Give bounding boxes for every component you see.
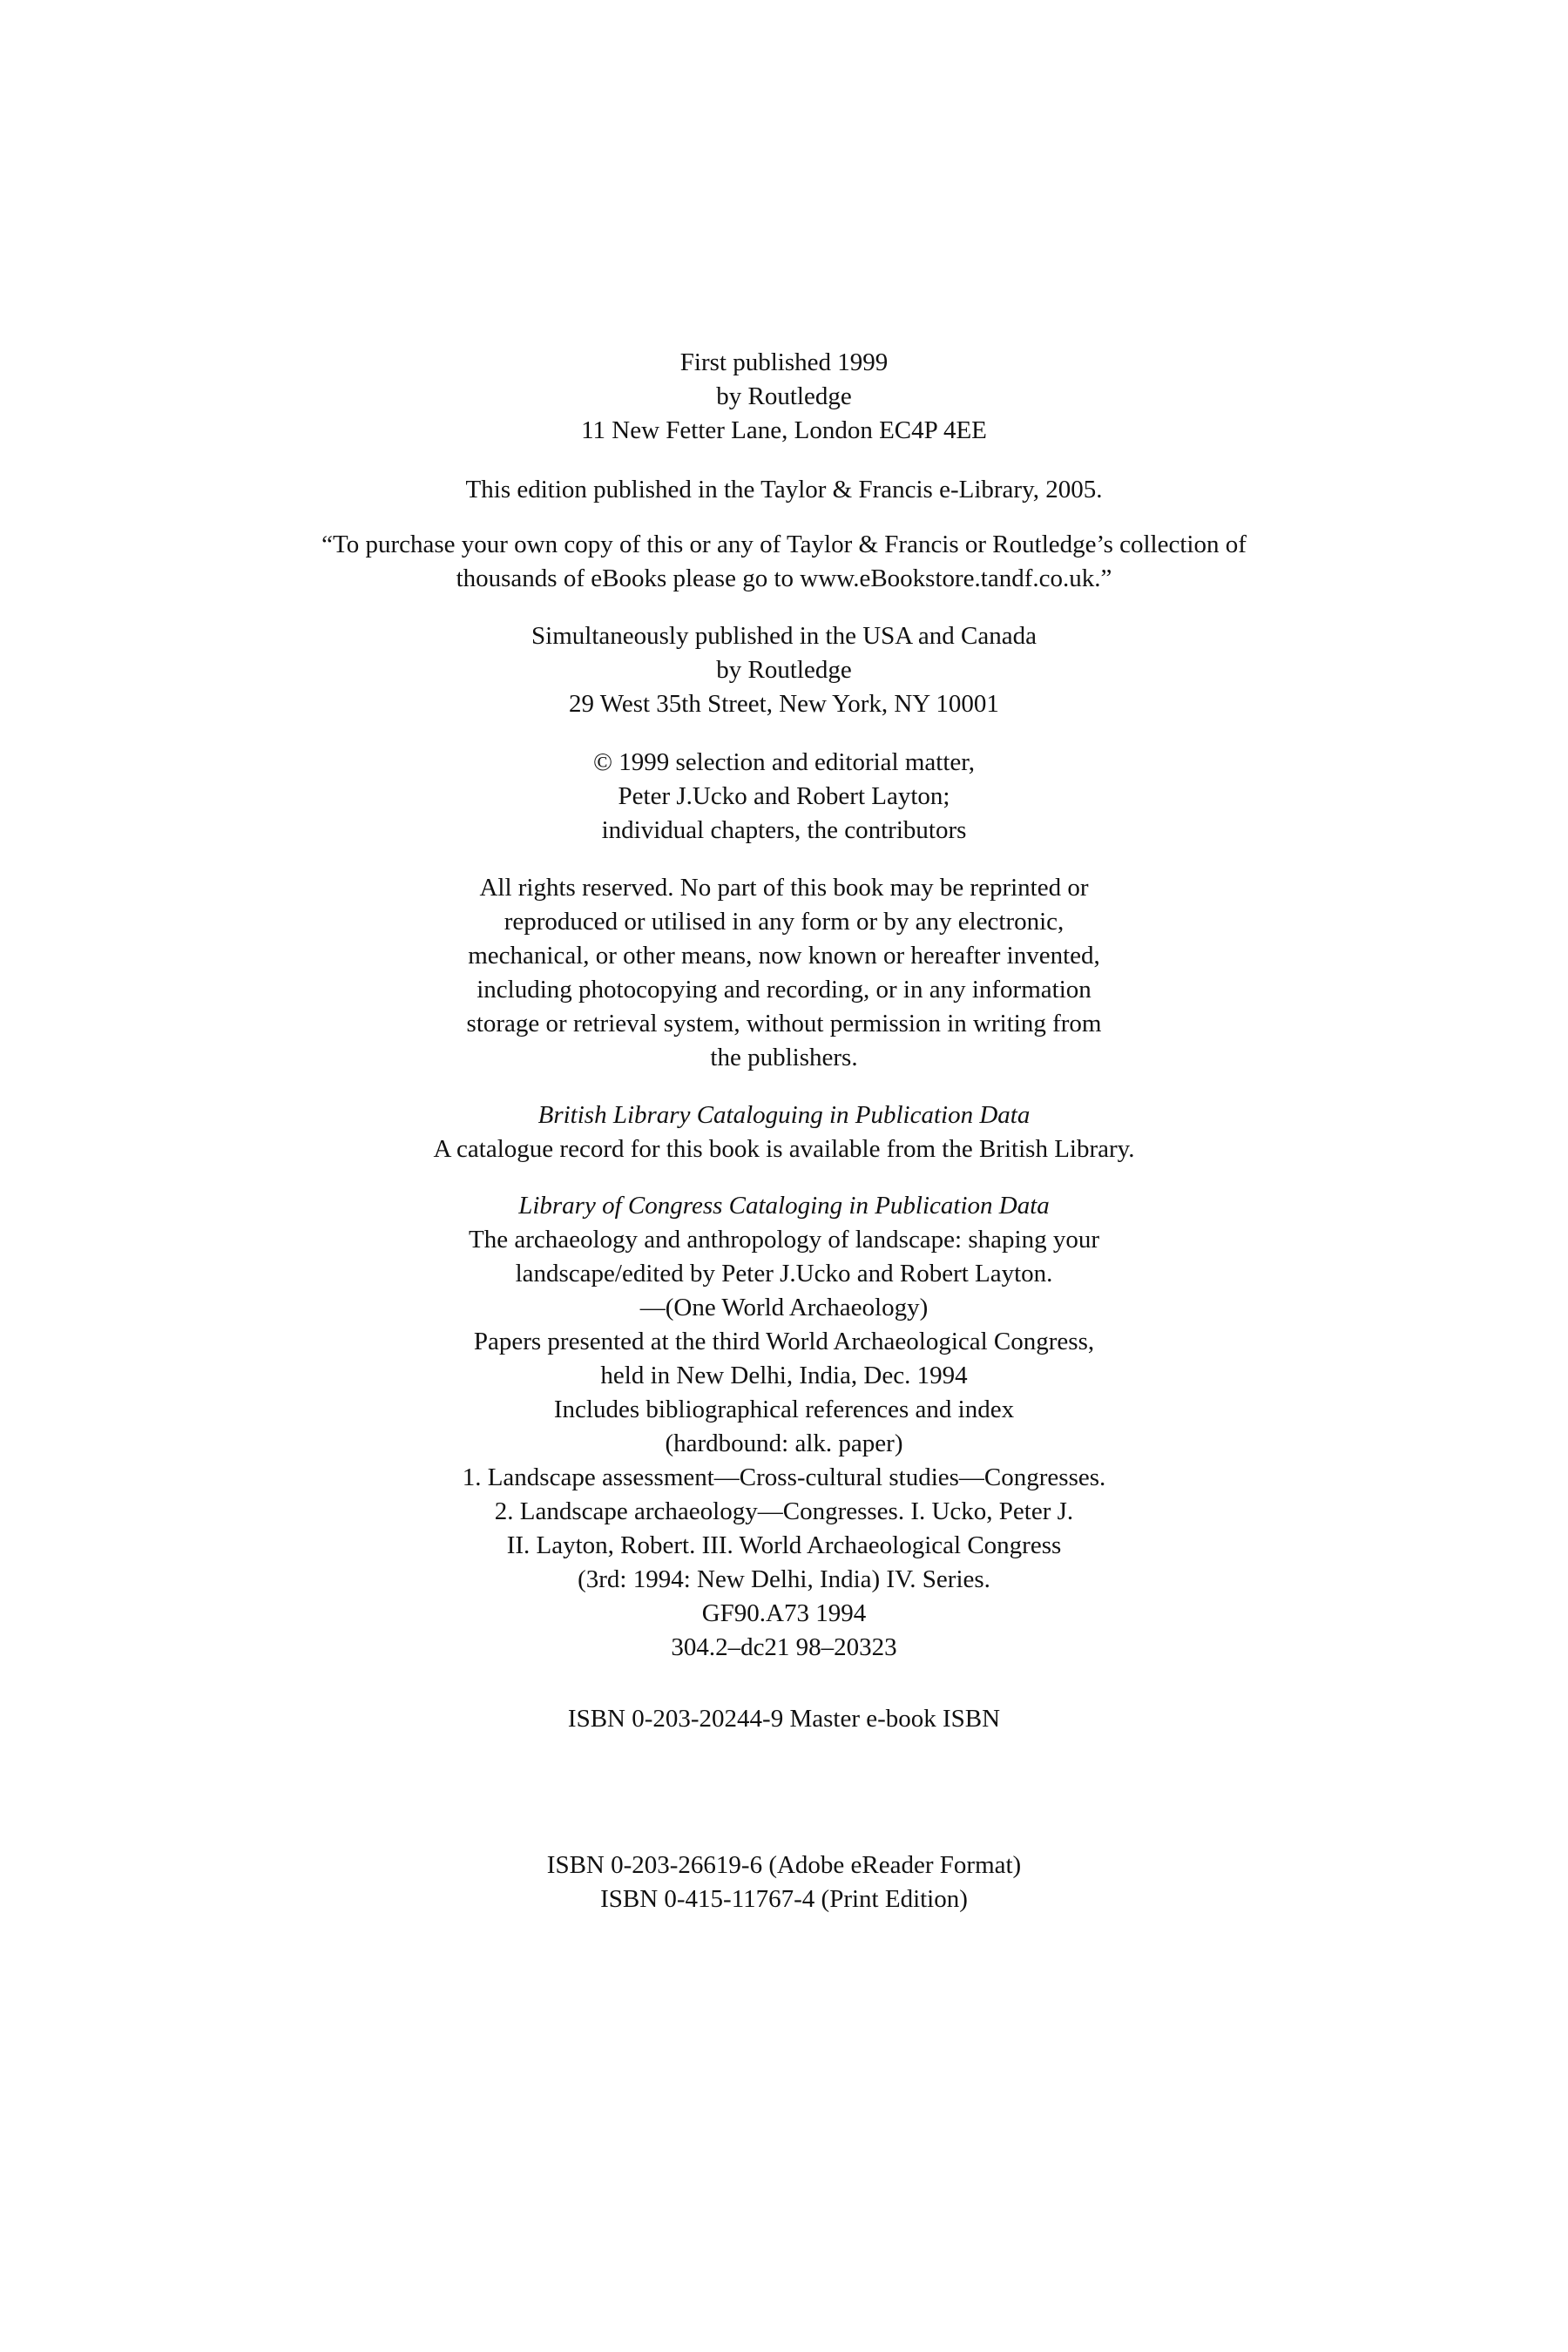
copyright-line: © 1999 selection and editorial matter, xyxy=(592,748,976,776)
british-library-heading: British Library Cataloguing in Publication Data xyxy=(537,1101,1031,1129)
publication-line: by Routledge xyxy=(716,382,852,410)
ebook-edition-line: This edition published in the Taylor & Francis e-Library, 2005. xyxy=(465,476,1103,504)
isbn-adobe: ISBN 0-203-26619-6 (Adobe eReader Format) xyxy=(546,1851,1022,1879)
usa-publication-line: 29 West 35th Street, New York, NY 10001 xyxy=(569,690,999,718)
rights-line: All rights reserved. No part of this book may be reprinted or xyxy=(479,874,1089,902)
copyright-block xyxy=(0,746,1568,848)
cataloging-line: 304.2–dc21 98–20323 xyxy=(671,1633,897,1661)
cataloging-line: 2. Landscape archaeology—Congresses. I. Ucko, Peter J. xyxy=(494,1497,1074,1525)
publication-block xyxy=(0,346,1568,448)
cataloging-line: (3rd: 1994: New Delhi, India) IV. Series. xyxy=(578,1565,990,1593)
cataloging-line: 1. Landscape assessment—Cross-cultural studies—Congresses. xyxy=(462,1463,1106,1491)
rights-line: the publishers. xyxy=(710,1044,858,1071)
rights-line: reproduced or utilised in any form or by any electronic, xyxy=(504,908,1064,936)
cataloging-line: —(One World Archaeology) xyxy=(639,1294,929,1321)
copyright-line: individual chapters, the contributors xyxy=(601,816,967,844)
publication-line: 11 New Fetter Lane, London EC4P 4EE xyxy=(581,416,987,444)
purchase-note-line: “To purchase your own copy of this or any of Taylor & Francis or Routledge’s collection of xyxy=(321,531,1247,558)
isbn-master: ISBN 0-203-20244-9 Master e-book ISBN xyxy=(567,1705,1001,1733)
rights-line: including photocopying and recording, or in any information xyxy=(476,976,1092,1004)
rights-line: storage or retrieval system, without permission in writing from xyxy=(466,1010,1102,1037)
cataloging-line: held in New Delhi, India, Dec. 1994 xyxy=(600,1362,968,1389)
library-of-congress-block xyxy=(0,1189,1568,1665)
british-library-block xyxy=(0,1098,1568,1166)
master-isbn-block xyxy=(0,1702,1568,1736)
cataloging-line: Papers presented at the third World Archaeological Congress, xyxy=(473,1328,1095,1355)
rights-line: mechanical, or other means, now known or hereafter invented, xyxy=(468,942,1100,970)
isbn-print: ISBN 0-415-11767-4 (Print Edition) xyxy=(600,1885,968,1913)
copyright-line: Peter J.Ucko and Robert Layton; xyxy=(618,782,950,810)
ebook-edition-block xyxy=(0,473,1568,507)
usa-publication-line: by Routledge xyxy=(716,656,852,684)
publication-line: First published 1999 xyxy=(679,348,889,376)
cataloging-line: GF90.A73 1994 xyxy=(701,1599,867,1627)
cataloging-line: II. Layton, Robert. III. World Archaeological Congress xyxy=(506,1531,1062,1559)
usa-publication-line: Simultaneously published in the USA and Canada xyxy=(531,622,1037,650)
purchase-note-line: thousands of eBooks please go to www.eBookstore.tandf.co.uk.” xyxy=(456,564,1112,592)
cataloging-line: (hardbound: alk. paper) xyxy=(665,1429,903,1457)
library-of-congress-heading: Library of Congress Cataloging in Publication Data xyxy=(518,1192,1050,1220)
usa-publication-block xyxy=(0,619,1568,721)
cataloging-line: The archaeology and anthropology of landscape: shaping your xyxy=(469,1226,1099,1254)
rights-block xyxy=(0,871,1568,1075)
cataloging-line: Includes bibliographical references and index xyxy=(553,1396,1015,1423)
cataloging-line: landscape/edited by Peter J.Ucko and Robert Layton. xyxy=(515,1260,1053,1288)
british-library-line: A catalogue record for this book is available from the British Library. xyxy=(433,1135,1135,1163)
edition-isbn-block xyxy=(0,1848,1568,1916)
purchase-note-block xyxy=(0,528,1568,596)
